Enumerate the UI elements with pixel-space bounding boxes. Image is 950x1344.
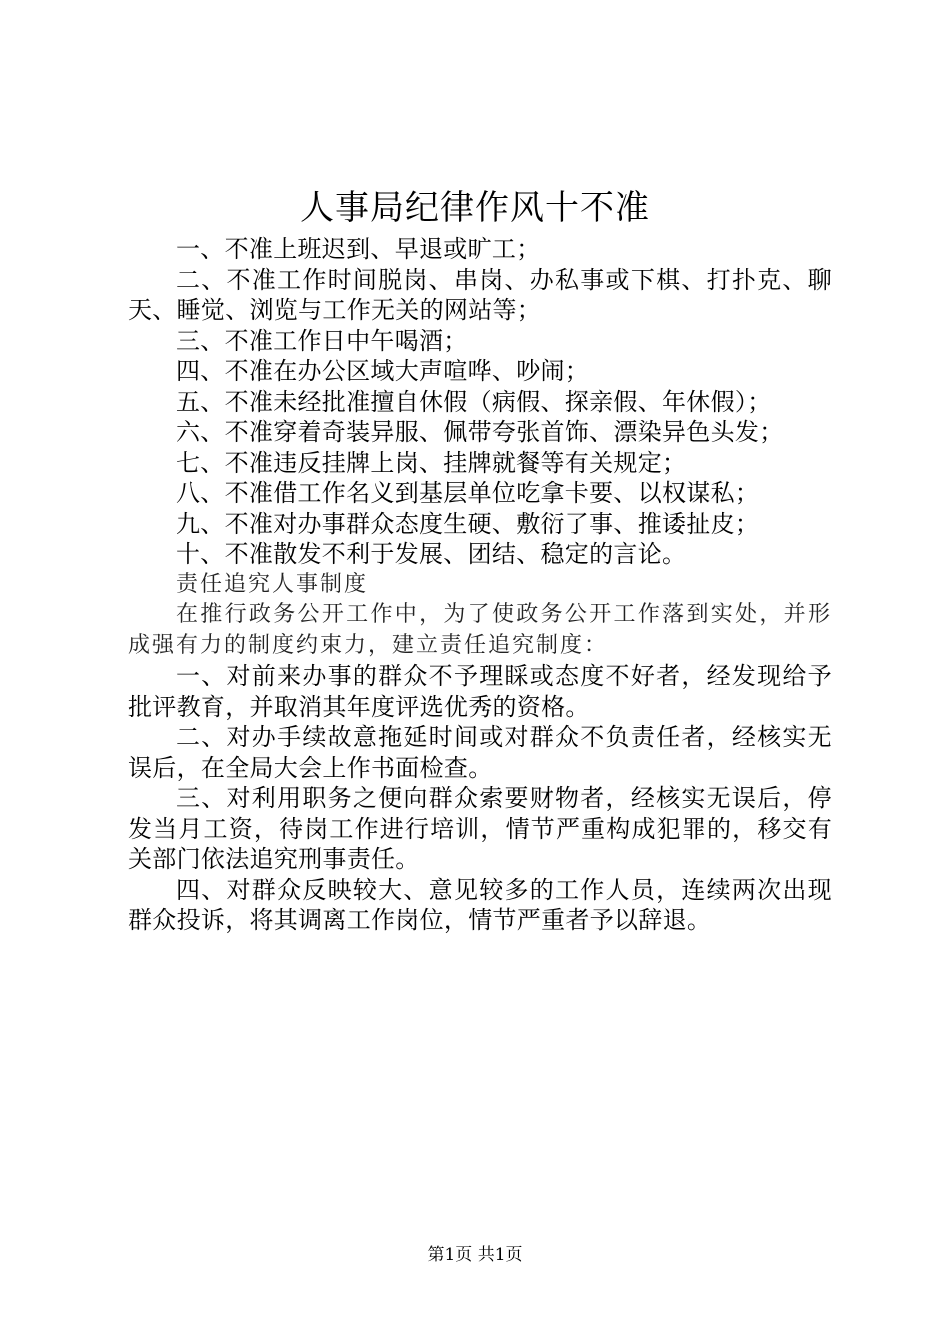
- rule-item: 一、不准上班迟到、早退或旷工；: [176, 235, 541, 263]
- rule-item: 九、不准对办事群众态度生硬、敷衍了事、推诿扯皮；: [176, 509, 760, 538]
- rule-item: 六、不准穿着奇装异服、佩带夸张首饰、漂染异色头发；: [176, 418, 784, 446]
- accountability-item: 一、对前来办事的群众不予理睬或态度不好者，经发现给予批评教育，并取消其年度评选优秀的资格。: [128, 662, 832, 721]
- accountability-item: 三、对利用职务之便向群众索要财物者，经核实无误后，停发当月工资，待岗工作进行培训，情节严重构成犯罪的，移交有关部门依法追究刑事责任。: [128, 784, 832, 873]
- accountability-item: 四、对群众反映较大、意见较多的工作人员，连续两次出现群众投诉，将其调离工作岗位，情节严重者予以辞退。: [128, 875, 832, 934]
- rule-item: 四、不准在办公区域大声喧哗、吵闹；: [176, 357, 590, 385]
- page-number-footer: 第1页 共1页: [427, 1245, 523, 1265]
- accountability-item: 二、对办手续故意拖延时间或对群众不负责任者，经核实无误后，在全局大会上作书面检查。: [128, 723, 832, 782]
- rule-item: 三、不准工作日中午喝酒；: [176, 326, 468, 355]
- rule-item: 八、不准借工作名义到基层单位吃拿卡要、以权谋私；: [176, 479, 760, 507]
- section-heading: 责任追究人事制度: [176, 571, 369, 597]
- rule-item: 十、不准散发不利于发展、团结、稳定的言论。: [176, 540, 687, 568]
- rule-item: 二、不准工作时间脱岗、串岗、办私事或下棋、打扑克、聊天、睡觉、浏览与工作无关的网站等；: [128, 265, 832, 324]
- rule-item: 五、不准未经批准擅自休假（病假、探亲假、年休假）；: [176, 387, 772, 416]
- document-body: [128, 234, 832, 936]
- rule-item: 七、不准违反挂牌上岗、挂牌就餐等有关规定；: [176, 448, 687, 477]
- document-title: 人事局纪律作风十不准: [300, 188, 650, 228]
- section-intro: 在推行政务公开工作中，为了使政务公开工作落到实处，并形成强有力的制度约束力，建立责任追究制度：: [128, 602, 832, 658]
